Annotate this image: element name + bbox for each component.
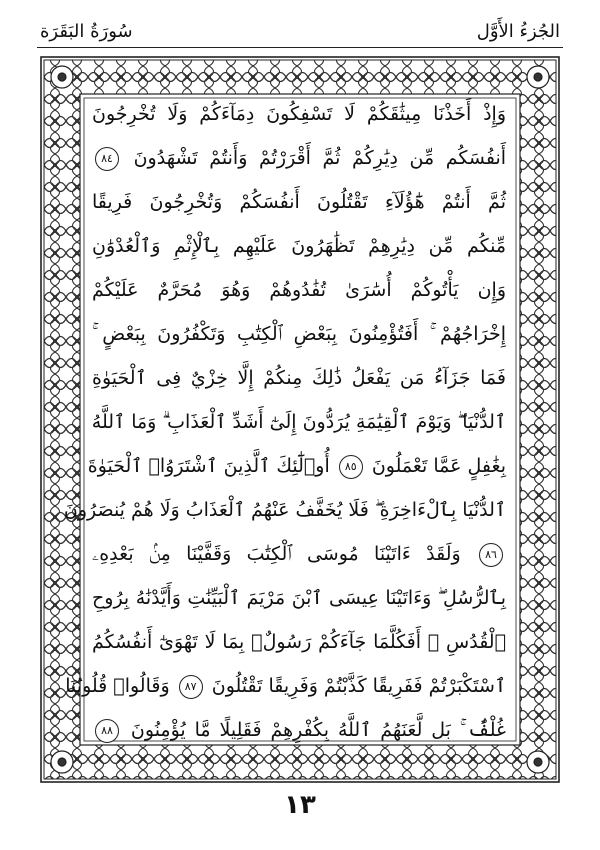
- verse-text: ٱسْتَكْبَرْتُمْ فَفَرِيقًا كَذَّبْتُمْ وَفَرِيقًا تَقْتُلُونَ: [211, 675, 506, 697]
- ayah-number-marker: ٨٧: [179, 675, 203, 699]
- text-line: [63, 488, 506, 532]
- verse-text: بِغَٰفِلٍ عَمَّا تَعْمَلُونَ: [371, 455, 506, 477]
- page-number: ١٣: [284, 790, 316, 820]
- verse-text: ٱلْقُدُسِ ۗ أَفَكُلَّمَا جَآءَكُمْ رَسُولٌۢ بِمَا لَا تَهْوَىٰٓ أَنفُسُكُمُ: [92, 631, 506, 653]
- ayah-number-marker: ٨٤: [95, 147, 119, 171]
- verse-text: ٱلدُّنْيَا بِٱلْءَاخِرَةِ ۖ فَلَا يُخَفَّفُ عَنْهُمُ ٱلْعَذَابُ وَلَا هُمْ يُنصَرُونَ: [63, 499, 506, 521]
- text-line: [92, 312, 506, 356]
- verse-text: وَإِذْ أَخَذْنَا مِيثَٰقَكُمْ لَا تَسْفِكُونَ دِمَآءَكُمْ وَلَا تُخْرِجُونَ: [92, 103, 506, 125]
- text-line: [92, 400, 506, 444]
- text-line: [92, 356, 506, 400]
- verse-text: وَإِن يَأْتُوكُمْ أُسَٰرَىٰ تُفَٰدُوهُمْ وَهُوَ مُحَرَّمٌ عَلَيْكُمْ: [92, 279, 506, 301]
- text-line: [92, 620, 506, 664]
- ayah-number-marker: ٨٨: [95, 719, 119, 743]
- text-line: [92, 268, 506, 312]
- text-line: [92, 92, 506, 136]
- verse-text: أَنفُسَكُم مِّن دِيَٰرِكُمْ ثُمَّ أَقْرَرْتُمْ وَأَنتُمْ تَشْهَدُونَ: [133, 147, 507, 169]
- verse-text: أُو۟لَٰٓئِكَ ٱلَّذِينَ ٱشْتَرَوُا۟ ٱلْحَيَوٰةَ: [87, 455, 330, 477]
- juz-label: الجُزءُ الأَوَّل: [476, 20, 560, 42]
- ayah-number-marker: ٨٦: [479, 543, 503, 567]
- surah-label: سُورَةُ البَقَرَة: [40, 20, 133, 42]
- text-line: [92, 576, 506, 620]
- verse-text: ثُمَّ أَنتُمْ هَٰٓؤُلَآءِ تَقْتُلُونَ أَنفُسَكُمْ وَتُخْرِجُونَ فَرِيقًا: [92, 191, 506, 213]
- verse-text: وَقَالُوا۟ قُلُوبُنَا: [65, 675, 170, 697]
- verse-text: مِّنكُم مِّن دِيَٰرِهِمْ تَظَٰهَرُونَ عَلَيْهِم بِٱلْإِثْمِ وَٱلْعُدْوَٰنِ: [92, 235, 506, 257]
- text-line: [92, 136, 506, 180]
- text-line: [92, 708, 506, 752]
- ayah-number-marker: ٨٥: [339, 455, 363, 479]
- verse-text: غُلْفٌۢ ۚ بَل لَّعَنَهُمُ ٱللَّهُ بِكُفْرِهِمْ فَقَلِيلًا مَّا يُؤْمِنُونَ: [130, 719, 506, 741]
- verse-text: ٱلدُّنْيَا ۖ وَيَوْمَ ٱلْقِيَٰمَةِ يُرَدُّونَ إِلَىٰٓ أَشَدِّ ٱلْعَذَابِ ۗ وَمَا ٱللَّهُ: [91, 411, 506, 433]
- verse-text: فَمَا جَزَآءُ مَن يَفْعَلُ ذَٰلِكَ مِنكُمْ إِلَّا خِزْيٌ فِى ٱلْحَيَوٰةِ: [92, 367, 506, 389]
- text-line: [92, 224, 506, 268]
- text-line: [92, 532, 506, 576]
- text-line: [65, 664, 506, 708]
- text-line: [87, 444, 506, 488]
- verse-text: وَلَقَدْ ءَاتَيْنَا مُوسَى ٱلْكِتَٰبَ وَقَفَّيْنَا مِنۢ بَعْدِهِۦ: [92, 543, 461, 565]
- verse-text: إِخْرَاجُهُمْ ۚ أَفَتُؤْمِنُونَ بِبَعْضِ ٱلْكِتَٰبِ وَتَكْفُرُونَ بِبَعْضٍ ۚ: [92, 323, 506, 345]
- verse-text: بِٱلرُّسُلِ ۖ وَءَاتَيْنَا عِيسَى ٱبْنَ مَرْيَمَ ٱلْبَيِّنَٰتِ وَأَيَّدْنَٰهُ بِرُوحِ: [92, 587, 506, 609]
- quran-text-block: [63, 92, 507, 746]
- text-line: [92, 180, 506, 224]
